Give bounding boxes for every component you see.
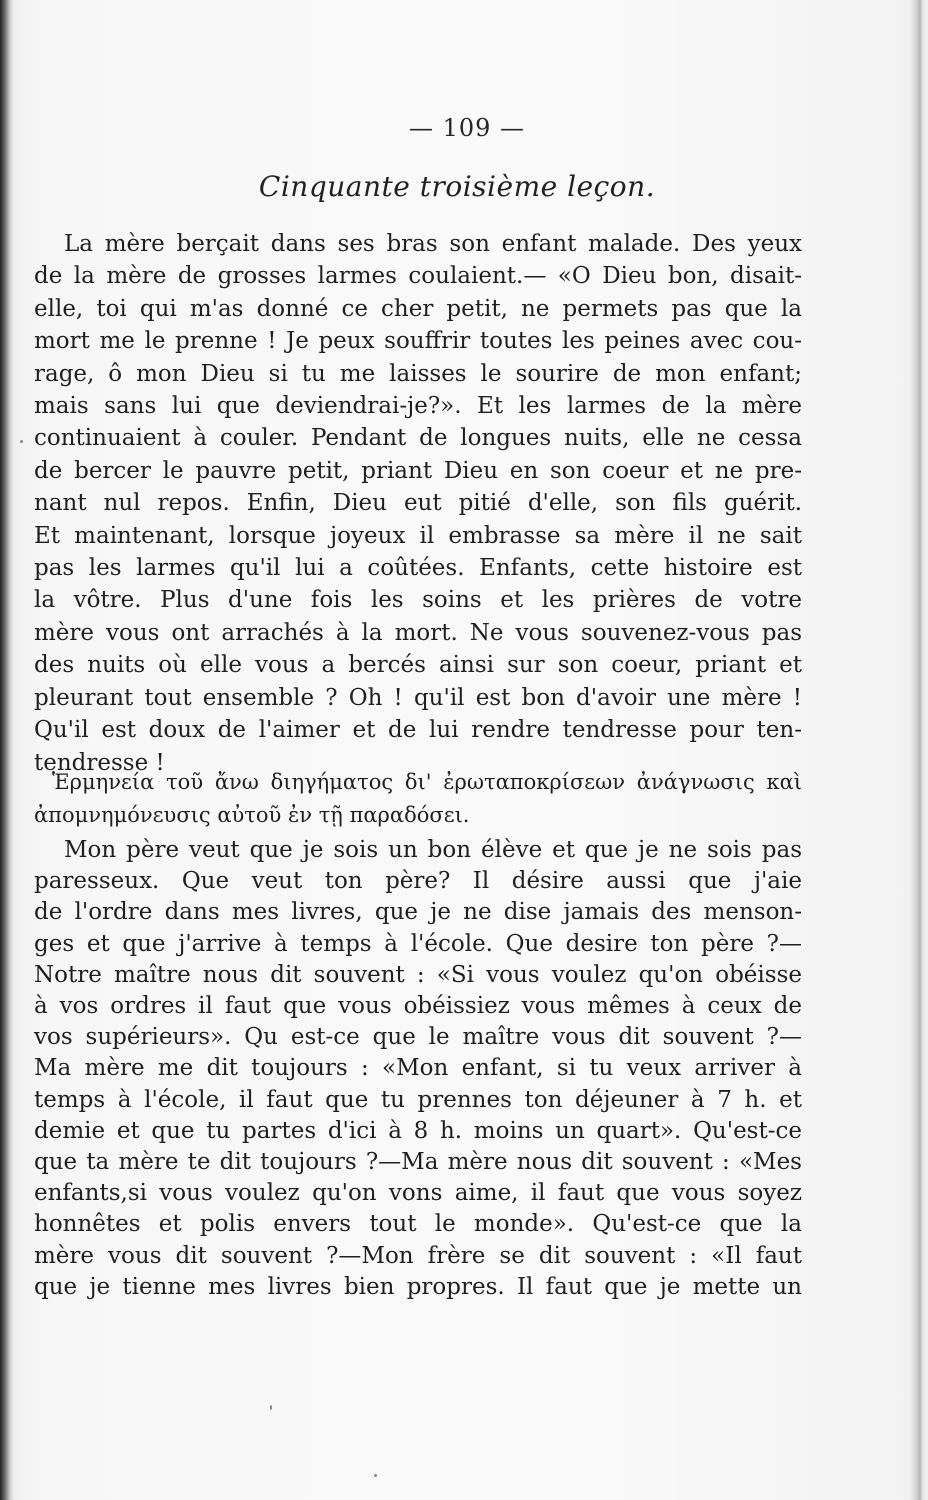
- text-line: elle, toi qui m'as donné ce cher petit, ne permets pas que la: [34, 295, 802, 322]
- page-number: — 109 —: [408, 114, 526, 142]
- page-content: [22, 0, 912, 1500]
- text-line: tendresse !: [34, 749, 165, 776]
- text-line: vos supérieurs». Qu est-ce que le maître vous dit souvent ?—: [34, 1024, 802, 1051]
- greek-instruction: [34, 766, 802, 832]
- text-line: à vos ordres il faut que vous obéissiez vous mêmes à ceux de: [34, 993, 802, 1020]
- text-line: de bercer le pauvre petit, priant Dieu en son coeur et ne pre-: [34, 457, 802, 484]
- text-line: mère vous ont arrachés à la mort. Ne vous souvenez-vous pas: [34, 619, 802, 646]
- text-line: honnêtes et polis envers tout le monde». Qu'est-ce que la: [34, 1211, 802, 1238]
- text-line: La mère berçait dans ses bras son enfant malade. Des yeux: [64, 231, 802, 257]
- text-line: paresseux. Que veut ton père? Il désire aussi que j'aie: [34, 868, 802, 895]
- text-line: que ta mère te dit toujours ?—Ma mère nous dit souvent : «Mes: [34, 1149, 802, 1176]
- paper-speck: [374, 1474, 377, 1477]
- text-line: Mon père veut que je sois un bon élève et que je ne sois pas: [64, 837, 802, 863]
- text-line: mort me le prenne ! Je peux souffrir toutes les peines avec cou-: [34, 328, 802, 355]
- story-paragraph: [34, 228, 802, 779]
- page-fold-margin: [910, 0, 928, 1500]
- paper-speck: [20, 440, 23, 443]
- text-line: continuaient à couler. Pendant de longues nuits, elle ne cessa: [34, 425, 802, 452]
- text-line: la vôtre. Plus d'une fois les soins et les prières de votre: [34, 587, 802, 614]
- text-line: de la mère de grosses larmes coulaient.— «O Dieu bon, disait-: [34, 263, 802, 290]
- text-line: demie et que tu partes d'ici à 8 h. moins un quart». Qu'est-ce: [34, 1117, 802, 1144]
- text-line: Ma mère me dit toujours : «Mon enfant, si tu veux arriver à: [34, 1055, 802, 1082]
- text-line: des nuits où elle vous a bercés ainsi sur son coeur, priant et: [34, 652, 802, 679]
- text-line: Qu'il est doux de l'aimer et de lui rendre tendresse pour ten-: [34, 717, 802, 744]
- text-line: mère vous dit souvent ?—Mon frère se dit souvent : «Il faut: [34, 1242, 802, 1269]
- paper-speck: [270, 1405, 272, 1410]
- text-line: enfants,si vous voulez qu'on vons aime, il faut que vous soyez: [34, 1180, 802, 1207]
- text-line: pas les larmes qu'il lui a coûtées. Enfants, cette histoire est: [34, 555, 802, 582]
- text-line: pleurant tout ensemble ? Oh ! qu'il est bon d'avoir une mère !: [34, 684, 802, 711]
- text-line: temps à l'école, il faut que tu prennes ton déjeuner à 7 h. et: [34, 1086, 802, 1113]
- text-line: Ἑρμηνεία τοῦ ἄνω διηγήματος δι' ἐρωταποκρίσεων ἀνάγνωσις καὶ: [52, 770, 802, 794]
- text-line: rage, ô mon Dieu si tu me laisses le sourire de mon enfant;: [34, 360, 802, 387]
- lesson-title: Cinquante troisième leçon.: [258, 170, 656, 203]
- text-line: ges et que j'arrive à temps à l'école. Que desire ton père ?—: [34, 930, 802, 957]
- text-line: nant nul repos. Enfin, Dieu eut pitié d'elle, son fils guérit.: [34, 490, 802, 517]
- binding-shadow: [0, 0, 14, 1500]
- text-line: de l'ordre dans mes livres, que je ne dise jamais des menson-: [34, 899, 802, 926]
- text-line: que je tienne mes livres bien propres. Il faut que je mette un: [34, 1273, 802, 1300]
- text-line: mais sans lui que deviendrai-je?». Et les larmes de la mère: [34, 393, 802, 420]
- text-line: Et maintenant, lorsque joyeux il embrasse sa mère il ne sait: [34, 522, 802, 549]
- text-line: ἀπομνημόνευσις αὐτοῦ ἐν τῇ παραδόσει.: [34, 803, 470, 827]
- text-line: Notre maître nous dit souvent : «Si vous voulez qu'on obéisse: [34, 961, 802, 988]
- exercise-paragraph: [34, 835, 802, 1303]
